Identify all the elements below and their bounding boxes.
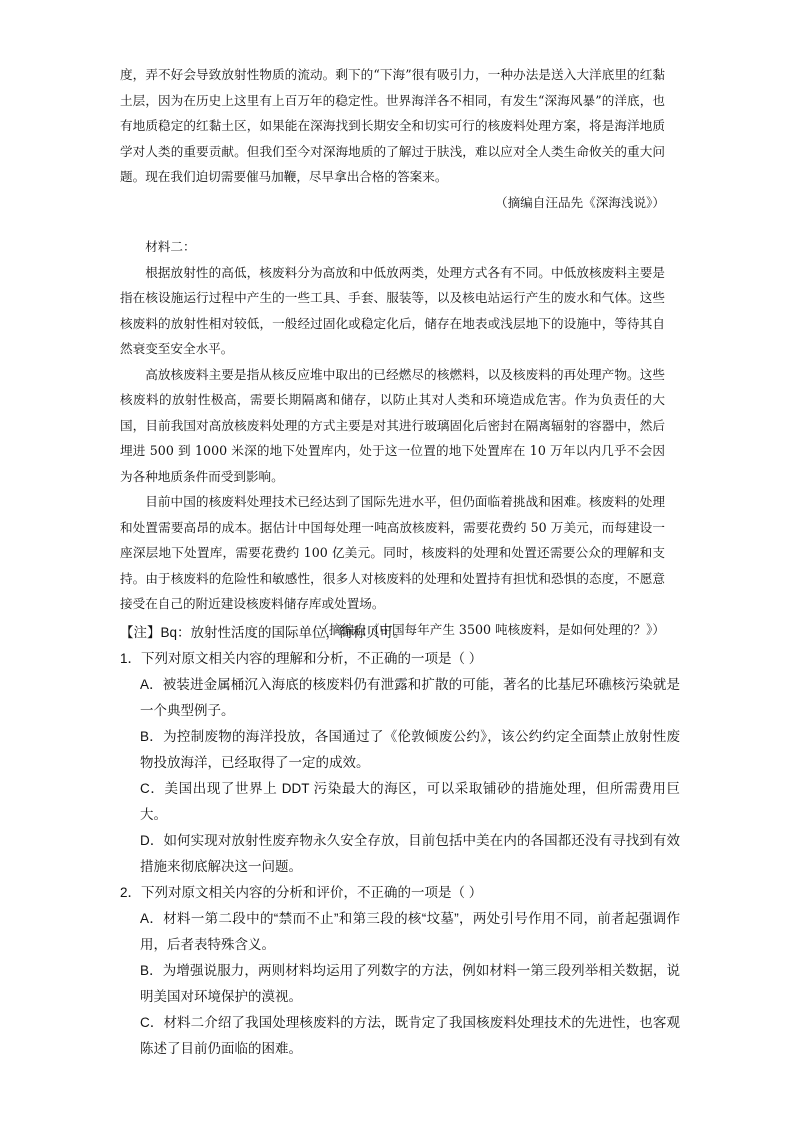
question-1 bbox=[120, 646, 680, 880]
question-2 bbox=[120, 880, 680, 1062]
material1-paragraph: 度，弄不好会导致放射性物质的流动。剩下的“下海”很有吸引力，一种办法是送入大洋底里的红黏土层，因为在历史上这里有上百万年的稳定性。世界海洋各不相同，有发生“深海风暴”的洋底，也有地质稳定的红黏土区，如果能在深海找到长期安全和切实可行的核废料处理方案，将是海洋地质学对人类的重要贡献。但我们至今对深海地质的了解过于肤浅，难以应对全人类生命攸关的重大问题。现在我们迫切需要催马加鞭，尽早拿出合格的答案来。 bbox=[120, 67, 665, 184]
material2-section bbox=[120, 234, 665, 642]
option-d[interactable]: D．如何实现对放射性废弃物永久安全存放，目前包括中美在内的各国都还没有寻找到有效措施来彻底解决这一问题。 bbox=[140, 833, 680, 874]
question-stem: 2．下列对原文相关内容的分析和评价，不正确的一项是（ ） bbox=[120, 885, 483, 900]
material2-paragraph-2: 高放核废料主要是指从核反应堆中取出的已经燃尽的核燃料，以及核废料的再处理产物。这些核废料的放射性极高，需要长期隔离和储存，以防止其对人类和环境造成危害。作为负责任的大国，目前我国对高放核废料处理的方式主要是对其进行玻璃固化后密封在隔离辐射的容器中，然后埋进 500 到 1000 米深的地下处置库内，处于这一位置的地下处置库在 10 万年以内几乎不会因为各种地质条件而受到影响。 bbox=[120, 366, 665, 484]
annotation-note: 【注】Bq：放射性活度的国际单位，简称贝可。 bbox=[120, 625, 407, 640]
material2-paragraph-3: 目前中国的核废料处理技术已经达到了国际先进水平，但仍面临着挑战和困难。核废料的处理和处置需要高昂的成本。据估计中国每处理一吨高放核废料，需要花费约 50 万美元，而每建设一座深层地下处置库，需要花费约 100 亿美元。同时，核废料的处理和处置还需要公众的理解和支持。由于核废料的危险性和敏感性，很多人对核废料的处理和处置持有担忧和恐惧的态度，不愿意接受在自己的附近建设核废料储存库或处置场。 bbox=[120, 494, 665, 611]
question-stem: 1．下列对原文相关内容的理解和分析，不正确的一项是（ ） bbox=[120, 651, 483, 666]
option-c[interactable]: C．美国出现了世界上 DDT 污染最大的海区，可以采取铺砂的措施处理，但所需费用巨大。 bbox=[140, 781, 680, 822]
questions-section bbox=[120, 620, 680, 1062]
option-b[interactable]: B．为控制废物的海洋投放，各国通过了《伦敦倾废公约》，该公约约定全面禁止放射性废物投放海洋，已经取得了一定的成效。 bbox=[140, 729, 680, 770]
option-a[interactable]: A．材料一第二段中的“禁而不止”和第三段的核“坟墓”，两处引号作用不同，前者起强调作用，后者表特殊含义。 bbox=[140, 911, 680, 952]
option-b[interactable]: B．为增强说服力，两则材料均运用了列数字的方法，例如材料一第三段列举相关数据，说明美国对环境保护的漠视。 bbox=[140, 963, 680, 1004]
option-a[interactable]: A．被装进金属桶沉入海底的核废料仍有泄露和扩散的可能，著名的比基尼环礁核污染就是一个典型例子。 bbox=[140, 677, 680, 718]
material2-paragraph-1: 根据放射性的高低，核废料分为高放和中低放两类，处理方式各有不同。中低放核废料主要是指在核设施运行过程中产生的一些工具、手套、服装等，以及核电站运行产生的废水和气体。这些核废料的放射性相对较低，一般经过固化或稳定化后，储存在地表或浅层地下的设施中，等待其自然衰变至安全水平。 bbox=[120, 264, 665, 356]
option-c[interactable]: C．材料二介绍了我国处理核废料的方法，既肯定了我国核废料处理技术的先进性，也客观陈述了目前仍面临的困难。 bbox=[140, 1015, 680, 1056]
material1-source: （摘编自汪品先《深海浅说》） bbox=[494, 194, 665, 210]
material2-heading: 材料二： bbox=[145, 239, 196, 254]
material2-source: （摘编自《中国每年产生 3500 吨核废料，是如何处理的？》） bbox=[316, 621, 665, 637]
material1-section bbox=[120, 62, 665, 215]
